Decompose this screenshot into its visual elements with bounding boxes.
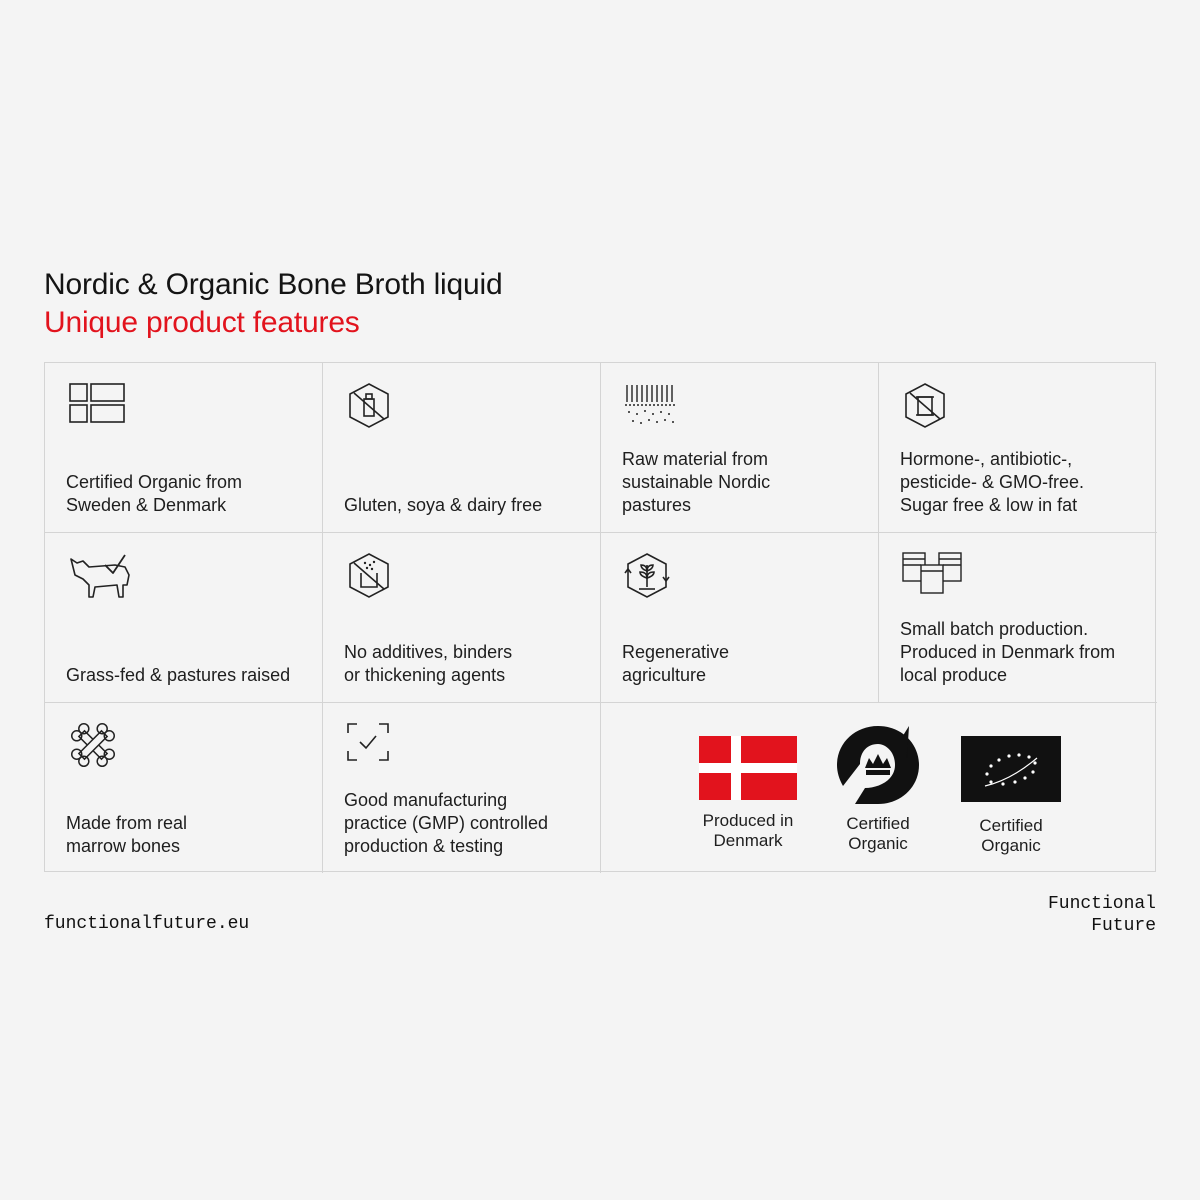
no-additives-icon [345, 551, 415, 611]
small-batch-icon [901, 551, 971, 611]
feature-cell-regenerative [601, 533, 879, 703]
grass-soil-icon [623, 381, 693, 441]
feature-label: Good manufacturing practice (GMP) controlled production & testing [344, 790, 549, 856]
page-subtitle: Unique product features [44, 306, 360, 339]
certification-label: Produced in Denmark [702, 811, 794, 850]
feature-cell-small-batch [879, 533, 1157, 703]
certifications-cell [600, 702, 1157, 872]
page-title: Nordic & Organic Bone Broth liquid [44, 268, 503, 301]
feature-cell-hormone-free [879, 363, 1157, 533]
brand-logo: Functional Future [1047, 894, 1156, 936]
feature-cell-raw-material [601, 363, 879, 533]
feature-cell-no-additives [323, 533, 601, 703]
feature-label: Regenerative agriculture [622, 642, 730, 685]
no-syringe-icon [901, 381, 971, 441]
feature-label: Gluten, soya & dairy free [344, 495, 543, 515]
feature-label: Made from real marrow bones [66, 813, 188, 856]
features-grid [44, 362, 1156, 872]
grid-blocks-icon [67, 381, 137, 441]
feature-cell-marrow-bones [45, 703, 323, 873]
feature-cell-allergen-free [323, 363, 601, 533]
regenerative-plant-icon [623, 551, 693, 611]
feature-cell-grass-fed [45, 533, 323, 703]
certification-eu-organic [960, 736, 1062, 856]
feature-label: Raw material from sustainable Nordic pastures [622, 449, 771, 515]
feature-label: Hormone-, antibiotic-, pesticide- & GMO-free. Sugar free & low in fat [900, 449, 1085, 515]
no-wheat-bottle-icon [345, 381, 415, 441]
certification-label: Certified Organic [846, 814, 910, 853]
feature-label: Grass-fed & pastures raised [66, 665, 291, 685]
feature-label: Certified Organic from Sweden & Denmark [66, 472, 243, 515]
danish-organic-o-icon [835, 724, 921, 806]
gmp-check-icon [345, 721, 415, 781]
bones-icon [67, 721, 137, 781]
feature-label: No additives, binders or thickening agents [344, 642, 513, 685]
feature-label: Small batch production. Produced in Denmark from local produce [900, 619, 1116, 685]
certification-denmark [698, 736, 798, 851]
certification-danish-organic [828, 724, 928, 854]
cow-check-icon [67, 551, 137, 611]
feature-cell-gmp [323, 703, 601, 873]
danish-flag-icon [699, 736, 797, 800]
website-url[interactable]: functionalfuture.eu [44, 914, 250, 934]
eu-organic-leaf-icon [961, 736, 1061, 802]
feature-cell-organic [45, 363, 323, 533]
certification-label: Certified Organic [979, 816, 1043, 855]
